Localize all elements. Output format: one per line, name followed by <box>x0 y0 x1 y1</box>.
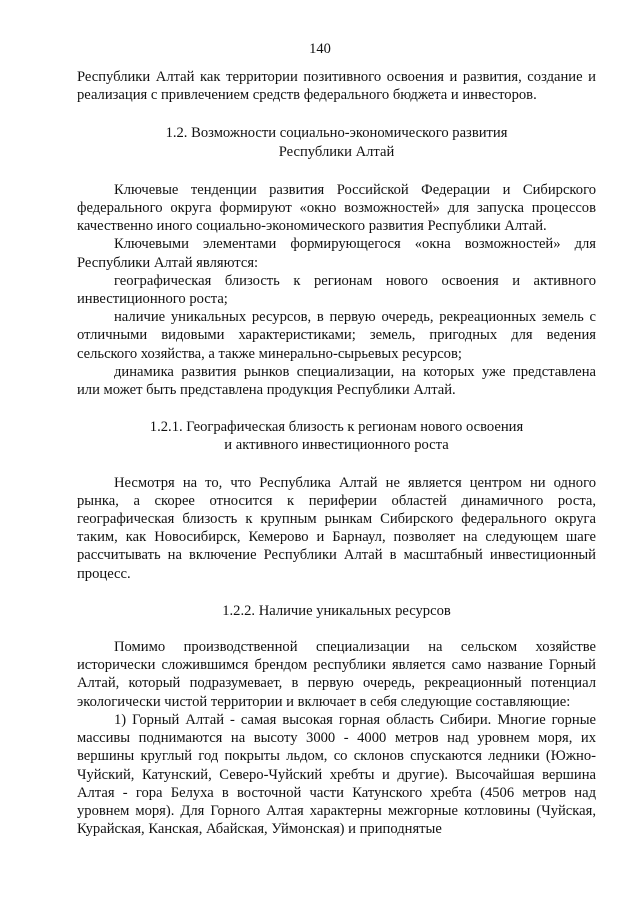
intro-paragraph: Республики Алтай как территории позитивного освоения и развития, создание и реализация с привлечением средств федерального бюджета и инвесторов. <box>77 69 596 104</box>
list-item: динамика развития рынков специализации, на которых уже представлена или может быть представлена продукция Республики Алтай. <box>77 363 596 399</box>
paragraph: 1) Горный Алтай - самая высокая горная область Сибири. Многие горные массивы поднимаются на высоту 3000 - 4000 метров над уровнем моря, их вершины круглый год покрыты льдом, со склонов спускаются ледники (Южно-Чуйский, Катунский, Северо-Чуйский хребты и другие). Высочайшая вершина Алтая - гора Белуха в восточной части Катунского хребта (4506 метров над уровнем моря). Для Горного Алтая характерны межгорные котловины (Чуйская, Курайская, Канская, Абайская, Уймонская) и приподнятые <box>77 711 596 838</box>
section-1-2-1-heading-line2: и активного инвестиционного роста <box>224 437 449 454</box>
paragraph: Ключевые тенденции развития Российской Федерации и Сибирского федерального округа формируют «окно возможностей» для запуска процессов качественно иного социально-экономического развития Республики Алтай. <box>77 181 596 235</box>
list-item: наличие уникальных ресурсов, в первую очередь, рекреационных земель с отличными видовыми характеристиками; земель, пригодных для ведения сельского хозяйства, а также минерально-сырьевых ресурсов; <box>77 309 596 362</box>
list-item: географическая близость к регионам нового освоения и активного инвестиционного роста; <box>77 272 596 308</box>
paragraph: Помимо производственной специализации на сельском хозяйстве исторически сложившимся брендом республики является само название Горный Алтай, который подразумевает, в первую очередь, рекреационный потенциал экологически чистой территории и включает в себя следующие составляющие: <box>77 639 596 710</box>
section-1-2-heading-line2: Республики Алтай <box>278 143 395 160</box>
section-1-2-heading <box>77 124 596 160</box>
section-1-2-2-heading: 1.2.2. Наличие уникальных ресурсов <box>222 602 451 619</box>
page-number: 140 <box>309 41 331 57</box>
section-1-2-1-heading <box>77 418 596 454</box>
paragraph: Ключевыми элементами формирующегося «окна возможностей» для Республики Алтай являются: <box>77 236 596 271</box>
paragraph: Несмотря на то, что Республика Алтай не является центром ни одного рынка, а скорее относится к периферии областей динамичного роста, географическая близость к крупным рынкам Сибирского федерального округа таким, как Новосибирск, Кемерово и Барнаул, позволяет на следующем шаге рассчитывать на включение Республики Алтай в масштабный инвестиционный процесс. <box>77 474 596 582</box>
section-1-2-heading-line1: 1.2. Возможности социально-экономического развития <box>165 125 508 142</box>
section-1-2-1-heading-line1: 1.2.1. Географическая близость к регионам нового освоения <box>149 419 524 436</box>
document-body <box>77 68 596 838</box>
